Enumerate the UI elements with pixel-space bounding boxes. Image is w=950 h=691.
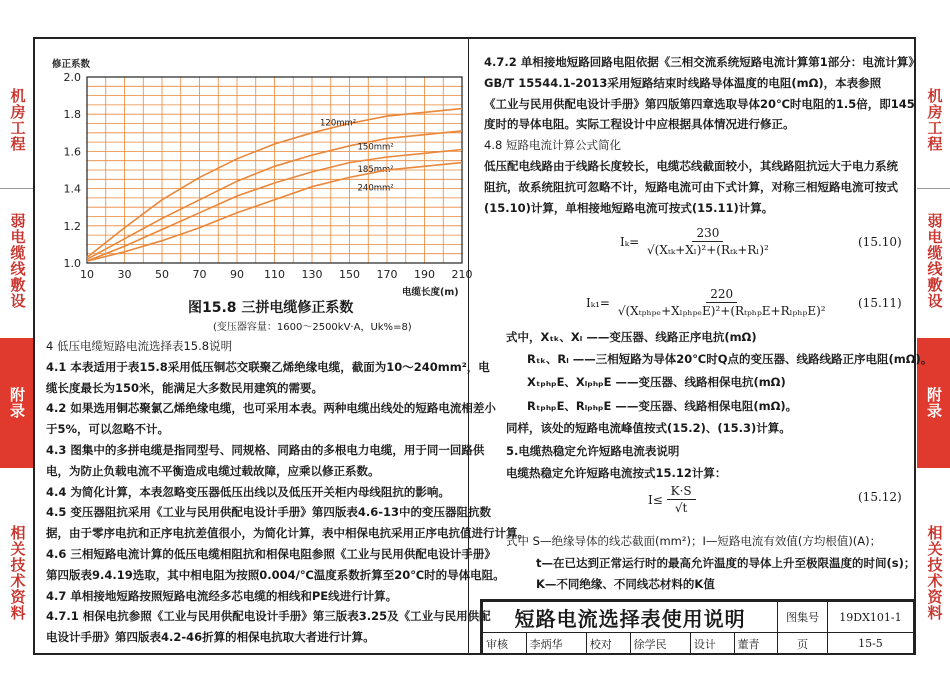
equation-15-10	[620, 226, 773, 259]
atlas-number: 19DX101-1	[827, 602, 913, 633]
x-tick-label: 90	[230, 268, 244, 281]
x-tick-label: 210	[451, 268, 473, 281]
text-line: 4.7.1 相保电抗参照《工业与民用供配电设计手册》第三版表3.25及《工业与民用供配	[46, 609, 491, 624]
drawing-title: 短路电流选择表使用说明	[483, 602, 778, 633]
text-line: (15.10)计算，单相接地短路电流可按式(15.11)计算。	[484, 200, 774, 215]
side-tab-left-1[interactable]: 弱电缆线敷设	[8, 212, 27, 309]
text-line: 4.1 本表适用于表15.8采用低压铜芯交联聚乙烯绝缘电缆，截面为10～240mm²，电	[46, 359, 490, 374]
x-tick-label: 30	[117, 268, 132, 281]
divider	[917, 188, 950, 189]
y-tick-label: 1.4	[63, 182, 81, 196]
eq2-tag: (15.11)	[858, 296, 902, 310]
x-tick-label: 150	[339, 268, 360, 281]
chart-title: 图15.8 三拼电缆修正系数	[188, 300, 354, 316]
eq3-lhs: I≤	[648, 493, 663, 507]
where-line: 电缆热稳定允许短路电流按式15.12计算：	[506, 466, 727, 480]
x-axis-label: 电缆长度(m)	[402, 287, 459, 298]
y-tick-label: 1.2	[63, 219, 81, 233]
definition-line: t—在已达到正常运行时的最高允许温度的导体上升至极限温度的时间(s)；	[536, 556, 916, 570]
side-tab-left-3[interactable]: 相关技术资料	[8, 524, 27, 621]
divider	[0, 188, 33, 189]
eq2-numerator: 220	[706, 287, 737, 303]
text-line: 据，由于零序电抗和正序电抗差值很小，为简化计算，表中相保电抗采用正序电抗值进行计算。	[46, 526, 529, 541]
eq1-lhs: Iₖ=	[620, 235, 640, 249]
where-line: 5.电缆热稳定允许短路电流表说明	[506, 444, 680, 458]
side-tab-right-3[interactable]: 相关技术资料	[925, 524, 944, 621]
series-label: 120mm²	[320, 118, 357, 129]
x-tick-label: 170	[376, 268, 398, 281]
text-line: 度时的导体电阻。实际工程设计中应根据具体情况进行修正。	[484, 117, 795, 132]
text-line: 《工业与民用供配电设计手册》第四版第四章选取导体20℃时电阻的1.5倍，即145	[484, 96, 915, 111]
text-line: 阻抗，故系统阻抗可忽略不计，短路电流可由下式计算，对称三相短路电流可按式	[484, 179, 898, 194]
series-label: 185mm²	[357, 164, 394, 175]
y-tick-label: 2.0	[63, 71, 81, 84]
where-line: 式中，Xₜₖ、Xₗ ——变压器、线路正序电抗(mΩ)	[506, 330, 757, 344]
text-line: 4.2 如果选用铜芯聚氯乙烯绝缘电缆，也可采用本表。两种电缆出线处的短路电流相差小	[46, 401, 496, 416]
text-line: 4.4 为简化计算，本表忽略变压器低压出线以及低压开关柜内母线阻抗的影响。	[46, 484, 450, 499]
eq2-denominator: √(Xₜₚₕₚₑ+XₗₚₕₚₑE)²+(RₜₚₕₚE+RₗₚₕₚE)²	[617, 304, 826, 318]
equation-15-11	[586, 287, 830, 320]
eq3-tag: (15.12)	[858, 490, 902, 504]
side-tab-right-0[interactable]: 机房工程	[925, 88, 944, 152]
side-tab-left-0[interactable]: 机房工程	[8, 88, 27, 152]
eq1-numerator: 230	[692, 226, 723, 242]
eq2-lhs: Iₖ₁=	[586, 296, 610, 310]
where-line: XₜₚₕₚE、XₗₚₕₚE ——变压器、线路相保电抗(mΩ)	[527, 375, 786, 389]
equation-15-12	[648, 484, 696, 517]
chart-subtitle: (变压器容量：1600～2500kV·A，Uk%=8)	[213, 322, 412, 333]
text-line: 电设计手册》第四版表4.2-46折算的相保电抗取大者进行计算。	[46, 630, 375, 645]
x-tick-label: 50	[155, 268, 169, 281]
page-label: 页	[778, 633, 828, 655]
text-line: 4.7.2 单相接地短路回路电阻依据《三相交流系统短路电流计算第1部分：电流计算》	[484, 55, 920, 69]
text-line: 4 低压电缆短路电流选择表15.8说明	[46, 339, 233, 353]
where-line: 同样，该处的短路电流峰值按式(15.2)、(15.3)计算。	[506, 421, 791, 435]
review-name: 李炳华	[526, 633, 586, 655]
text-line: 4.5 变压器阻抗采用《工业与民用供配电设计手册》第四版表4.6-13中的变压器阻抗数	[46, 505, 492, 520]
check-label: 校对	[586, 633, 630, 655]
x-tick-label: 130	[301, 268, 323, 281]
title-block	[480, 599, 914, 654]
side-tab-right-2-active[interactable]: 附录	[917, 338, 950, 468]
where-line: Rₜₖ、Rₗ ——三相短路为导体20℃时Q点的变压器、线路线路正序电阻(mΩ)。	[527, 352, 933, 366]
y-axis-label: 修正系数	[52, 59, 91, 70]
text-line: 于5%，可以忽略不计。	[46, 422, 170, 437]
text-line: 低压配电线路由于线路长度较长，电缆芯线截面较小，其线路阻抗远大于电力系统	[484, 159, 898, 173]
text-line: 4.3 图集中的多拼电缆是指同型号、同规格、同路由的多根电力电缆，用于同一回路供	[46, 443, 485, 457]
text-line: 4.6 三相短路电流计算的低压电缆相阻抗和相保电阻参照《工业与民用供配电设计手册》	[46, 547, 496, 561]
side-tab-left-2-active[interactable]: 附录	[0, 338, 33, 468]
eq1-tag: (15.10)	[858, 235, 902, 249]
side-tab-right-1[interactable]: 弱电缆线敷设	[925, 212, 944, 309]
x-tick-label: 10	[80, 268, 94, 281]
eq3-denominator: √t	[674, 501, 688, 515]
x-tick-label: 190	[414, 268, 435, 281]
atlas-label: 图集号	[778, 602, 828, 633]
where-line: RₜₚₕₚE、RₗₚₕₚE ——变压器、线路相保电阻(mΩ)。	[527, 399, 798, 413]
definition-line: K—不同绝缘、不同线芯材料的K值	[536, 577, 715, 591]
series-label: 150mm²	[357, 142, 394, 153]
design-label: 设计	[690, 633, 734, 655]
eq3-numerator: K·S	[667, 484, 696, 500]
text-line: 第四版表9.4.19选取，其中相电阻为按照0.004/℃温度系数折算至20℃时的导体电阻。	[46, 567, 505, 582]
column-divider	[468, 37, 469, 655]
y-tick-label: 1.6	[63, 145, 81, 159]
text-line: 4.8 短路电流计算公式简化	[484, 138, 621, 153]
text-line: 4.7 单相接地短路按照短路电流经多芯电缆的相线和PE线进行计算。	[46, 588, 398, 603]
text-line: 缆长度最长为150米，能满足大多数民用建筑的需要。	[46, 380, 324, 395]
y-tick-label: 1.0	[63, 257, 81, 270]
y-tick-label: 1.8	[63, 108, 81, 122]
correction-factor-chart	[40, 55, 473, 300]
check-name: 徐学民	[630, 633, 690, 655]
text-line: GB/T 15544.1-2013采用短路结束时线路导体温度的电阻(mΩ)，本表参照	[484, 75, 882, 90]
x-tick-label: 110	[264, 268, 285, 281]
text-line: 电，为防止负载电流不平衡造成电缆过载故障，应乘以修正系数。	[46, 463, 380, 478]
page-number: 15-5	[827, 633, 913, 655]
review-label: 审核	[483, 633, 527, 655]
design-name: 董青	[734, 633, 778, 655]
eq1-denominator: √(Xₜₖ+Xₗ)²+(Rₜₖ+Rₗ)²	[647, 243, 769, 257]
definition-line: 式中 S—绝缘导体的线芯截面(mm²)；I—短路电流有效值(方均根值)(A)；	[506, 534, 882, 548]
series-label: 240mm²	[357, 183, 394, 194]
x-tick-label: 70	[192, 268, 207, 281]
